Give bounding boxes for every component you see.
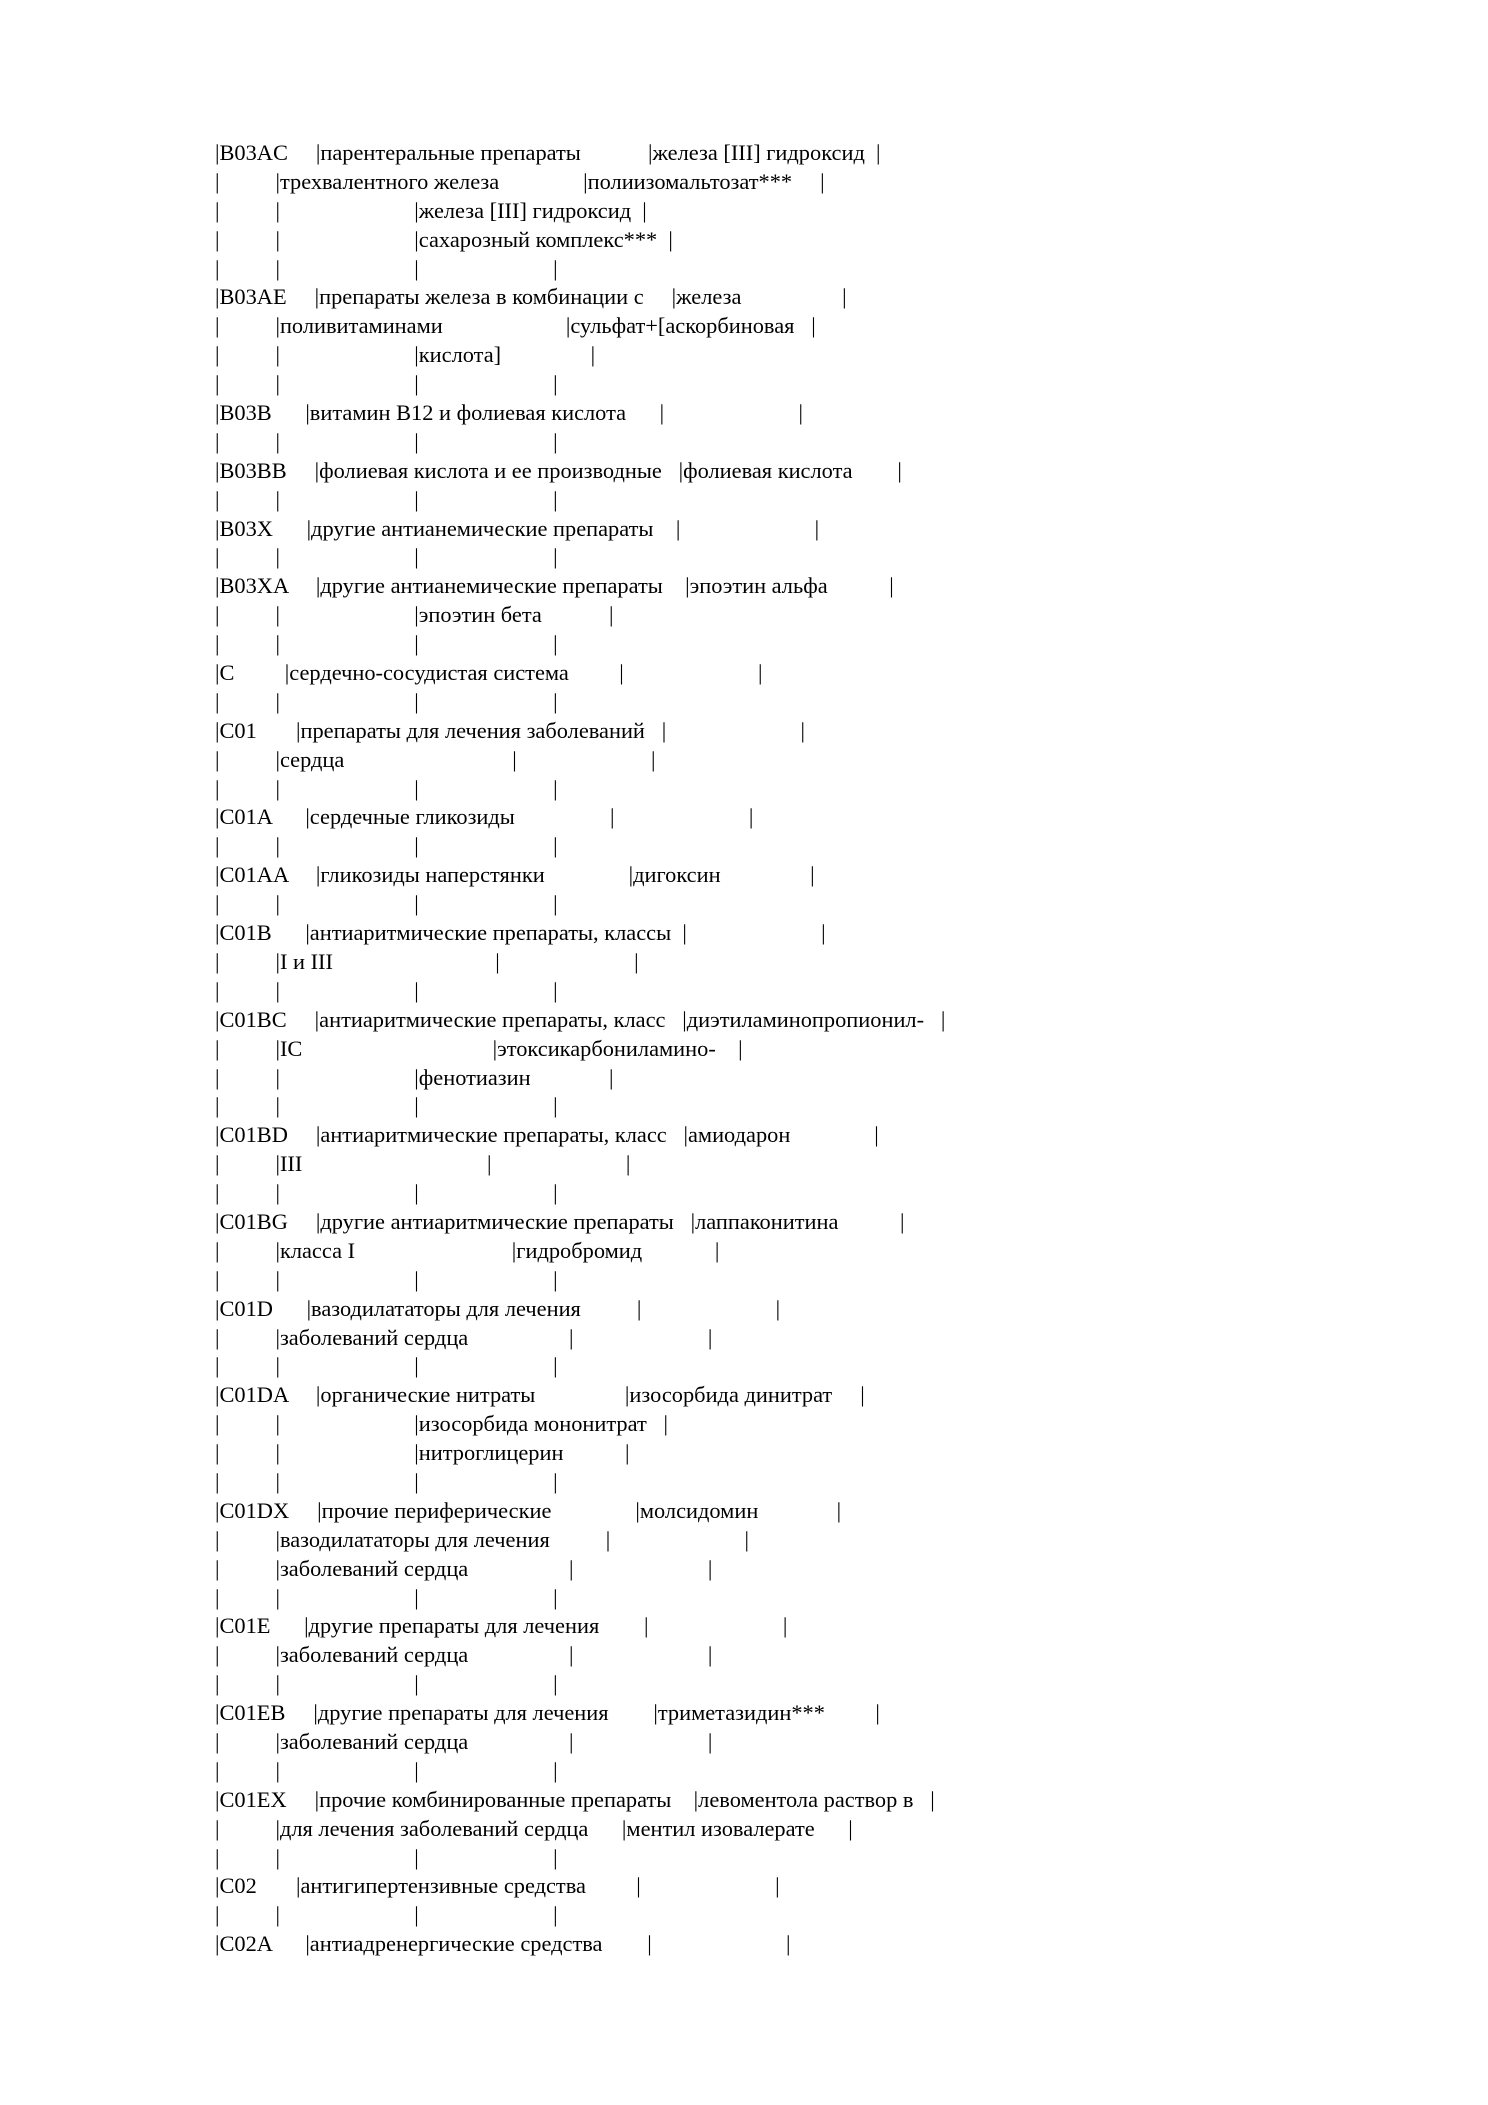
table-text-line: | | | |: [215, 1093, 558, 1119]
table-text-line: |C01 |препараты для лечения заболеваний | |: [215, 717, 806, 743]
table-text-line: | | | |: [215, 688, 558, 714]
table-text-line: | |I и III | |: [215, 948, 639, 974]
table-text-line: | | | |: [215, 255, 558, 281]
table-text-line: | | | |: [215, 1844, 558, 1870]
table-text-line: |B03XA |другие антианемические препараты |эпоэтин альфа |: [215, 573, 894, 599]
table-text-line: | | | |: [215, 1180, 558, 1206]
table-text-line: |C01DX |прочие периферические |молсидомин |: [215, 1497, 842, 1523]
table-text-line: |C01BC |антиаритмические препараты, класс |диэтиламинопропионил- |: [215, 1006, 946, 1032]
table-text-line: | |заболеваний сердца | |: [215, 1555, 713, 1581]
table-text-line: | | |кислота] |: [215, 342, 596, 368]
table-text-line: |C01EB |другие препараты для лечения |триметазидин*** |: [215, 1700, 880, 1726]
table-text-line: |B03B |витамин B12 и фолиевая кислота | |: [215, 400, 803, 426]
table-text-line: |C01BG |другие антиаритмические препараты |лаппаконитина |: [215, 1208, 905, 1234]
table-text-line: | | | |: [215, 1584, 558, 1610]
table-text-line: |C01B |антиаритмические препараты, классы | |: [215, 920, 826, 946]
table-text-line: | |класса I |гидробромид |: [215, 1237, 720, 1263]
table-text-line: | |вазодилататоры для лечения | |: [215, 1526, 750, 1552]
table-text-line: | | | |: [215, 775, 558, 801]
table-text-line: | | | |: [215, 631, 558, 657]
table-text-line: | | |фенотиазин |: [215, 1064, 614, 1090]
table-text-line: | |заболеваний сердца | |: [215, 1324, 713, 1350]
table-text-line: | | | |: [215, 486, 558, 512]
table-text-line: | | |нитроглицерин |: [215, 1440, 630, 1466]
table-text-line: | | | |: [215, 1353, 558, 1379]
table-text-line: | | | |: [215, 1266, 558, 1292]
table-text-line: | | |эпоэтин бета |: [215, 602, 614, 628]
table-text-line: | |III | |: [215, 1151, 631, 1177]
table-text-line: |C02A |антиадренергические средства | |: [215, 1931, 791, 1957]
table-text-line: |B03BB |фолиевая кислота и ее производные |фолиевая кислота |: [215, 457, 902, 483]
table-text-line: | | |сахарозный комплекс*** |: [215, 226, 673, 252]
table-text-line: |C01AA |гликозиды наперстянки |дигоксин |: [215, 862, 815, 888]
table-text-line: | |трехвалентного железа |полиизомальтозат*** |: [215, 168, 825, 194]
table-text-line: |B03AC |парентеральные препараты |железа [III] гидроксид |: [215, 140, 881, 165]
table-text-line: | | | |: [215, 833, 558, 859]
drug-classification-table-text: [215, 139, 945, 1959]
table-text-line: | | |изосорбида мононитрат |: [215, 1411, 669, 1437]
table-text-line: | | | |: [215, 977, 558, 1003]
table-text-line: | |заболеваний сердца | |: [215, 1642, 713, 1668]
table-text-line: | | | |: [215, 891, 558, 917]
table-text-line: | |IC |этоксикарбониламино- |: [215, 1035, 743, 1061]
table-text-line: | |сердца | |: [215, 746, 656, 772]
table-text-line: |C01EX |прочие комбинированные препараты |левоментола раствор в |: [215, 1786, 935, 1812]
table-text-line: |C01A |сердечные гликозиды | |: [215, 804, 754, 830]
table-text-line: |C01D |вазодилататоры для лечения | |: [215, 1295, 781, 1321]
table-text-line: | | | |: [215, 1757, 558, 1783]
table-text-line: |C01E |другие препараты для лечения | |: [215, 1613, 788, 1639]
table-text-line: |C02 |антигипертензивные средства | |: [215, 1873, 780, 1899]
table-text-line: | |поливитаминами |сульфат+[аскорбиновая |: [215, 313, 816, 339]
table-text-line: | | | |: [215, 1902, 558, 1928]
table-text-line: | | | |: [215, 1468, 558, 1494]
table-text-line: |B03X |другие антианемические препараты | |: [215, 515, 820, 541]
table-text-line: |C |сердечно-сосудистая система | |: [215, 660, 763, 686]
table-text-line: | | | |: [215, 428, 558, 454]
table-text-line: |B03AE |препараты железа в комбинации с |железа |: [215, 284, 847, 310]
table-text-line: | |для лечения заболеваний сердца |ментил изовалерате |: [215, 1815, 853, 1841]
table-text-line: | | | |: [215, 1671, 558, 1697]
table-text-line: |C01BD |антиаритмические препараты, класс |амиодарон |: [215, 1122, 879, 1148]
table-text-line: | | | |: [215, 544, 558, 570]
table-text-line: | | |железа [III] гидроксид |: [215, 197, 647, 223]
table-text-line: |C01DA |органические нитраты |изосорбида динитрат |: [215, 1382, 865, 1408]
table-text-line: | |заболеваний сердца | |: [215, 1728, 713, 1754]
table-text-line: | | | |: [215, 371, 558, 397]
